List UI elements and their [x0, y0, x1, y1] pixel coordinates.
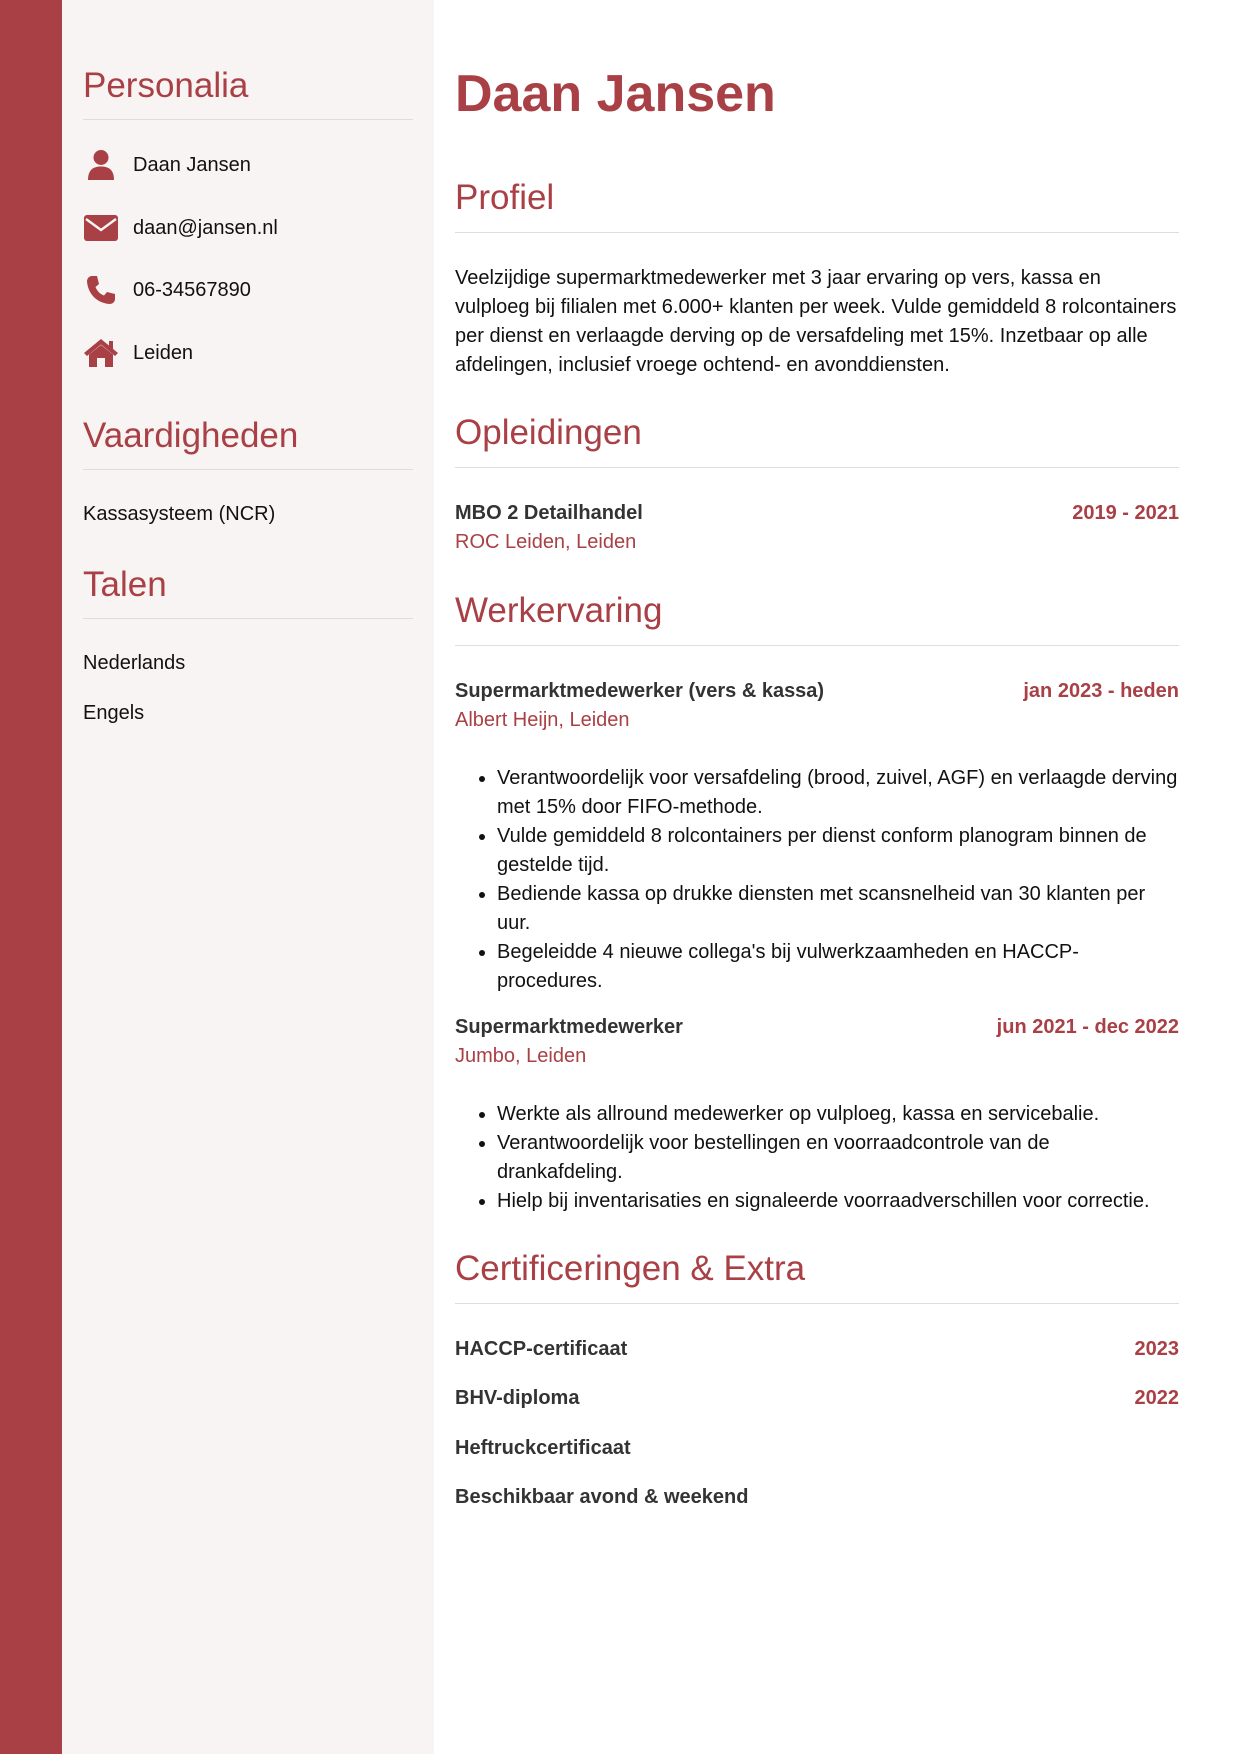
contact-phone-text[interactable]: 06-34567890: [133, 278, 251, 301]
certification-title: BHV-diploma: [455, 1387, 580, 1409]
education-heading: Opleidingen: [455, 413, 642, 452]
contact-name: [83, 145, 413, 185]
bullet-item: • Werkte als allround medewerker op vulploeg, kassa en servicebalie.: [497, 1100, 1179, 1129]
candidate-name: Daan Jansen: [455, 65, 776, 123]
contact-location-text: Leiden: [133, 341, 194, 364]
certification-title: Heftruckcertificaat: [455, 1437, 631, 1459]
bullet-item: • Hielp bij inventarisaties en signaleerde voorraadverschillen voor correctie.: [497, 1187, 1179, 1216]
job-employer: Jumbo, Leiden: [455, 1045, 587, 1067]
job-title: Supermarktmedewerker (vers & kassa): [455, 680, 825, 702]
certifications-heading: Certificeringen & Extra: [455, 1249, 806, 1288]
job-date: jan 2023 - heden: [1023, 680, 1179, 702]
education-school: ROC Leiden, Leiden: [455, 531, 637, 553]
job-bullets: [455, 764, 1179, 996]
divider: [455, 232, 1179, 233]
contact-name-text: Daan Jansen: [133, 153, 251, 176]
certification-title: HACCP-certificaat: [455, 1338, 628, 1360]
bullet-item: • Vulde gemiddeld 8 rolcontainers per dienst conform planogram binnen de gestelde tijd.: [497, 822, 1179, 880]
contact-location: [83, 333, 413, 373]
experience-heading: Werkervaring: [455, 591, 663, 630]
education-title: MBO 2 Detailhandel: [455, 502, 643, 524]
divider: [455, 645, 1179, 646]
accent-bar: [0, 0, 62, 1754]
language-item: Engels: [83, 702, 145, 724]
phone-icon: [83, 272, 119, 308]
job-title: Supermarktmedewerker: [455, 1016, 683, 1038]
profile-heading: Profiel: [455, 178, 555, 217]
job-bullets: [455, 1100, 1179, 1216]
divider: [455, 467, 1179, 468]
languages-heading: Talen: [83, 565, 167, 604]
contact-email: [83, 208, 413, 248]
divider: [83, 119, 413, 120]
sidebar: [62, 0, 434, 1754]
job-employer: Albert Heijn, Leiden: [455, 709, 630, 731]
personalia-heading: Personalia: [83, 66, 249, 105]
bullet-item: • Bediende kassa op drukke diensten met scansnelheid van 30 klanten per uur.: [497, 880, 1179, 938]
skills-heading: Vaardigheden: [83, 416, 299, 455]
contact-email-text[interactable]: daan@jansen.nl: [133, 216, 278, 239]
divider: [83, 618, 413, 619]
availability-note: Beschikbaar avond & weekend: [455, 1486, 749, 1508]
profile-text: Veelzijdige supermarktmedewerker met 3 jaar ervaring op vers, kassa en vulploeg bij filialen met 6.000+ klanten per week. Vulde gemiddeld 8 rolcontainers per dienst en verlaagde derving op de versafdeling met 15%. Inzetbaar op alle afdelingen, inclusief vroege ochtend- en avonddiensten.: [455, 267, 1177, 376]
bullet-item: • Verantwoordelijk voor bestellingen en voorraadcontrole van de drankafdeling.: [497, 1129, 1179, 1187]
skill-item: Kassasysteem (NCR): [83, 503, 276, 525]
user-icon: [83, 147, 119, 183]
divider: [83, 469, 413, 470]
bullet-item: • Verantwoordelijk voor versafdeling (brood, zuivel, AGF) en verlaagde derving met 15% door FIFO-methode.: [497, 764, 1179, 822]
certification-date: 2022: [1134, 1387, 1179, 1409]
home-icon: [83, 335, 119, 371]
contact-phone: [83, 270, 413, 310]
bullet-item: • Begeleidde 4 nieuwe collega's bij vulwerkzaamheden en HACCP-procedures.: [497, 938, 1179, 996]
divider: [455, 1303, 1179, 1304]
envelope-icon: [83, 210, 119, 246]
education-date: 2019 - 2021: [1072, 502, 1179, 524]
certification-date: 2023: [1134, 1338, 1179, 1360]
language-item: Nederlands: [83, 652, 186, 674]
job-date: jun 2021 - dec 2022: [996, 1016, 1179, 1038]
